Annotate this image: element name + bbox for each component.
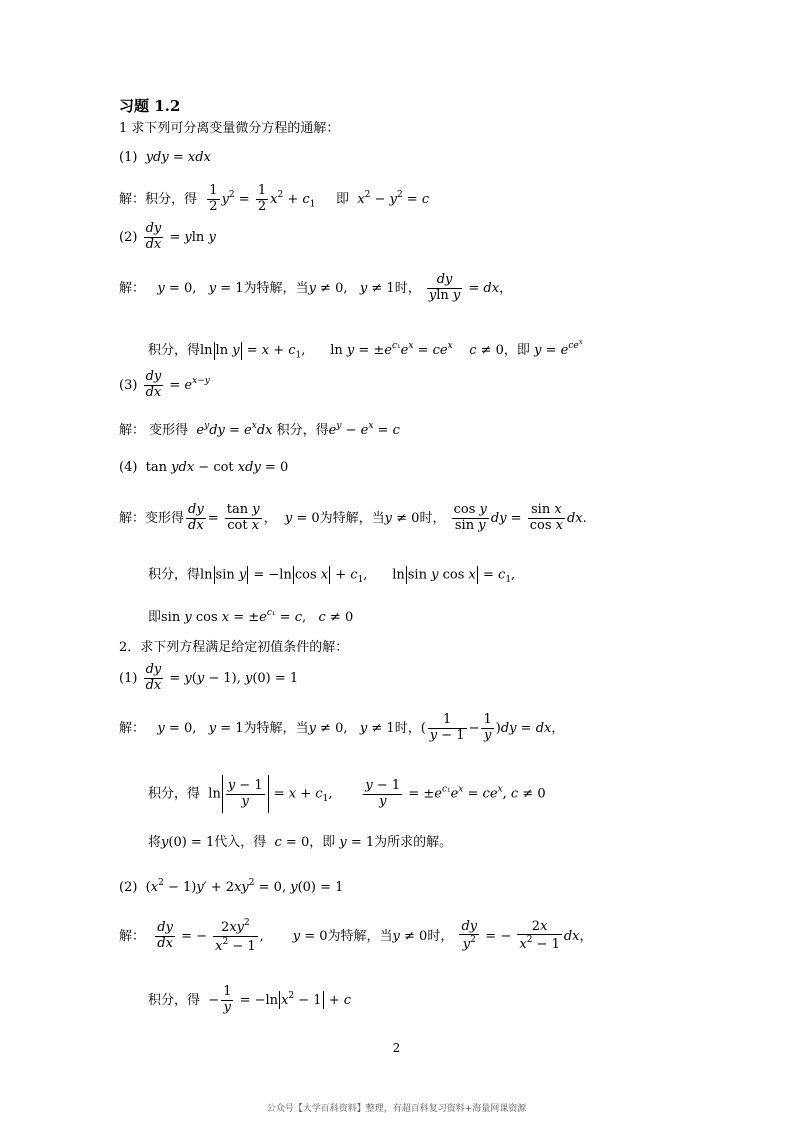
problem-2-2: (2) $(x^2 - 1)y' + 2xy^2 = 0$, y(0) = 1 <box>119 878 344 895</box>
question-1-heading: 1 求下列可分离变量微分方程的通解： <box>119 121 340 136</box>
problem-1-4-result: 即sin y $\cos x = \pm e^{c_1} = c$, c ≠ 0 <box>148 608 354 625</box>
problem-2-2-integration: 积分，得 − $\frac{1}{y}$ = −ln $x^2 - 1 + c$ <box>148 984 352 1015</box>
problem-2-1-integration: 积分，得 ln $\frac{y - 1}{y}$ = $x + c_1$, $\frac{y - 1}{y}$ = $\pm e^{c_1}e^x = ce^x$, c ≠ 0 <box>148 775 546 813</box>
section-title: 习题 1.2 <box>119 97 181 115</box>
page-number: 2 <box>392 1041 401 1055</box>
problem-2-1-solution: 解： y = 0, y = 1为特解，当y ≠ 0, y ≠ 1时，( $\frac{1}{y - 1}$ − $\frac{1}{y}$ )dy = dx， <box>119 712 565 743</box>
problem-1-2: (2) $\frac{dy}{dx}$ = yln y <box>119 221 216 252</box>
footer-watermark: 公众号【大学百科资料】整理，有超百科复习资料+海量网课资源 <box>266 1104 527 1114</box>
question-2-heading: 2．求下列方程满足给定初值条件的解： <box>119 640 349 655</box>
problem-1-2-integration: 积分，得$\ln \ln y = x + c_1$, $\ln y = \pm e^{c_1}e^x = ce^x$ c ≠ 0，即 $y = e^{ce^x}$ <box>148 338 583 361</box>
problem-1-3: (3) $\frac{dy}{dx}$ = $e^{x-y}$ <box>119 369 210 400</box>
problem-2-2-solution: 解： $\frac{dy}{dx}$ = − $\frac{2xy^2}{x^2 - 1}$ , y = 0为特解，当y ≠ 0时， $\frac{dy}{y^2}$ = − $\frac{2x}{x^2 - 1}$ dx， <box>119 918 593 954</box>
problem-2-1-result: 将y(0) = 1代入，得 c = 0，即 y = 1为所求的解。 <box>148 835 453 850</box>
problem-1-1-solution: 解：积分，得 $\frac{1}{2}$ $y^2$ = $\frac{1}{2}$ $x^2 + c_1$ 即 $x^2 - y^2 = c$ <box>119 183 430 214</box>
problem-2-1: (1) $\frac{dy}{dx}$ = y(y − 1), y(0) = 1 <box>119 662 299 693</box>
problem-1-1: (1) ydy = xdx <box>119 150 211 165</box>
problem-1-4-integration: 积分，得ln sin y = −ln $\cos x + c_1$, ln sin y $\cos x = c_1$, <box>148 567 516 586</box>
problem-1-3-solution: 解： 变形得 $e^ydy = e^xdx$ 积分，得$e^y - e^x = c$ <box>119 421 400 438</box>
problem-1-4: (4) tan ydx − cot xdy = 0 <box>119 460 289 475</box>
problem-1-2-solution: 解： y = 0, y = 1为特解，当y ≠ 0, y ≠ 1时， $\frac{dy}{\text{yln y}}$ = dx， <box>119 272 513 303</box>
problem-1-4-solution: 解：变形得 $\frac{dy}{dx}$ = $\frac{\text{tan y}}{\text{cot x}}$ ， y = 0为特解，当y ≠ 0时， $\frac{\text{cos y}}{\text{sin y}}$ dy = $\frac{\text{sin x}}{\text{cos x}}$ dx. <box>119 502 587 533</box>
